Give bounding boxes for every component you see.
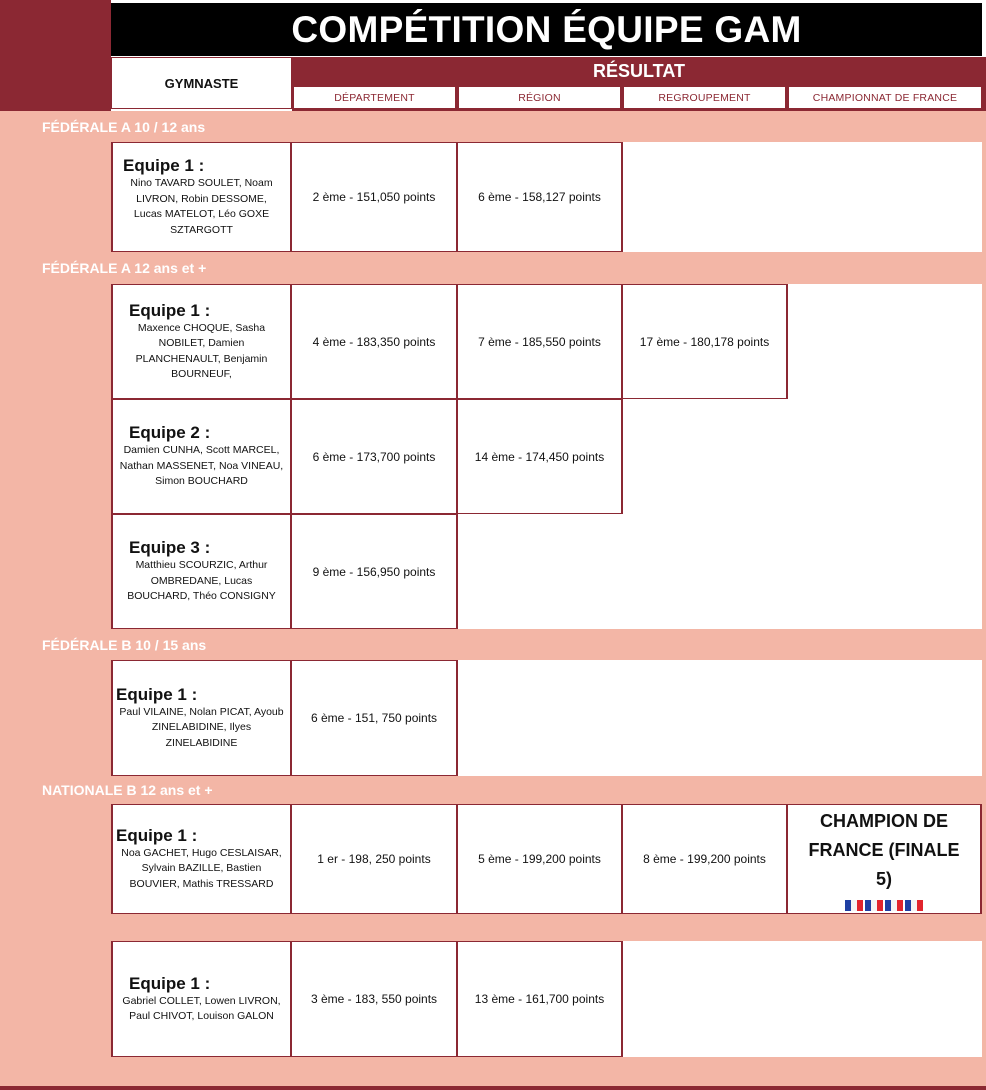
- french-flag-icon: [845, 900, 863, 911]
- departement-result: 3 ème - 183, 550 points: [292, 941, 458, 1057]
- region-result: 7 ème - 185,550 points: [458, 284, 623, 399]
- team-cell: [111, 284, 292, 399]
- french-flag-icon: [905, 900, 923, 911]
- team-members: Matthieu SCOURZIC, Arthur OMBREDANE, Lucas BOUCHARD, Théo CONSIGNY: [127, 559, 276, 603]
- column-header-championnat: CHAMPIONNAT DE FRANCE: [788, 86, 982, 109]
- champion-text: CHAMPION DE FRANCE (FINALE 5): [808, 810, 960, 889]
- french-flag-icon: [885, 900, 903, 911]
- flags-row: [845, 900, 923, 912]
- category-row: NATIONALE B 12 ans et +: [0, 776, 986, 804]
- team-cell: [111, 142, 292, 252]
- regroupement-result: 8 ème - 199,200 points: [623, 804, 788, 914]
- category-row: FÉDÉRALE A 10 / 12 ans: [0, 111, 986, 142]
- team-name: Equipe 1 :: [129, 973, 211, 993]
- team-name: Equipe 1 :: [116, 684, 198, 704]
- team-members: Nino TAVARD SOULET, Noam LIVRON, Robin DESSOME, Lucas MATELOT, Léo GOXE SZTARGOTT: [130, 177, 273, 236]
- page-title: COMPÉTITION ÉQUIPE GAM: [111, 3, 982, 56]
- bottom-border: [0, 1086, 986, 1090]
- team-name: Equipe 2 :: [129, 423, 211, 443]
- region-result: 6 ème - 158,127 points: [458, 142, 623, 252]
- departement-result: 1 er - 198, 250 points: [292, 804, 458, 914]
- category-row: FÉDÉRALE B 10 / 15 ans: [0, 629, 986, 660]
- column-header-departement: DÉPARTEMENT: [293, 86, 456, 109]
- gymnaste-header: GYMNASTE: [111, 57, 292, 109]
- departement-result: 6 ème - 151, 750 points: [292, 660, 458, 776]
- team-cell: [111, 399, 292, 514]
- region-result: 13 ème - 161,700 points: [458, 941, 623, 1057]
- team-cell: [111, 660, 292, 776]
- departement-result: 4 ème - 183,350 points: [292, 284, 458, 399]
- region-result: 5 ème - 199,200 points: [458, 804, 623, 914]
- team-name: Equipe 1 :: [129, 300, 211, 320]
- departement-result: 6 ème - 173,700 points: [292, 399, 458, 514]
- team-name: Equipe 1 :: [123, 156, 205, 175]
- team-members: Paul VILAINE, Nolan PICAT, Ayoub ZINELABIDINE, Ilyes ZINELABIDINE: [119, 705, 284, 749]
- departement-result: 9 ème - 156,950 points: [292, 514, 458, 629]
- team-name: Equipe 1 :: [116, 825, 198, 845]
- team-members: Noa GACHET, Hugo CESLAISAR, Sylvain BAZILLE, Bastien BOUVIER, Mathis TRESSARD: [121, 846, 282, 890]
- team-cell: [111, 804, 292, 914]
- bottom-salmon-strip: [0, 1057, 986, 1086]
- column-header-regroupement: REGROUPEMENT: [623, 86, 786, 109]
- category-row: FÉDÉRALE A 12 ans et +: [0, 252, 986, 284]
- regroupement-result: 17 ème - 180,178 points: [623, 284, 788, 399]
- team-members: Maxence CHOQUE, Sasha NOBILET, Damien PLANCHENAULT, Benjamin BOURNEUF,: [135, 321, 268, 380]
- championnat-result: [788, 804, 982, 914]
- team-members: Gabriel COLLET, Lowen LIVRON, Paul CHIVOT, Louison GALON: [122, 994, 281, 1022]
- departement-result: 2 ème - 151,050 points: [292, 142, 458, 252]
- team-members: Damien CUNHA, Scott MARCEL, Nathan MASSENET, Noa VINEAU, Simon BOUCHARD: [119, 444, 284, 488]
- resultat-header: RÉSULTAT: [292, 57, 986, 85]
- french-flag-icon: [865, 900, 883, 911]
- team-name: Equipe 3 :: [129, 538, 211, 558]
- empty-category-row: [0, 914, 986, 941]
- team-cell: [111, 941, 292, 1057]
- team-cell: [111, 514, 292, 629]
- column-header-region: RÉGION: [458, 86, 621, 109]
- region-result: 14 ème - 174,450 points: [458, 399, 623, 514]
